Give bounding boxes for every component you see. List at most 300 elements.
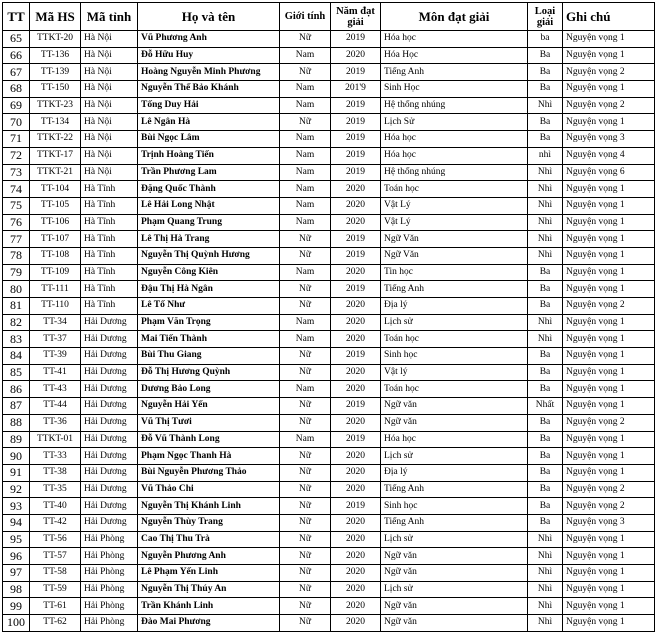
student-award-table (2, 2, 655, 632)
cell-tt: 88 (3, 414, 30, 431)
cell-ma-hs: TT-34 (30, 314, 81, 331)
cell-ma-hs: TT-38 (30, 464, 81, 481)
cell-gioi-tinh: Nữ (280, 448, 331, 465)
cell-mon-dat-giai: Hóa học (381, 147, 528, 164)
cell-nam-dat-giai: 2020 (331, 464, 381, 481)
cell-ho-ten: Đào Mai Phương (138, 615, 280, 632)
cell-ho-ten: Cao Thị Thu Trà (138, 531, 280, 548)
table-row (3, 565, 655, 582)
table-row (3, 231, 655, 248)
cell-tt: 67 (3, 64, 30, 81)
cell-gioi-tinh: Nữ (280, 498, 331, 515)
cell-nam-dat-giai: 2019 (331, 164, 381, 181)
cell-loai-giai: nhì (528, 147, 563, 164)
table-row (3, 481, 655, 498)
cell-ghi-chu: Nguyện vọng 1 (563, 598, 655, 615)
cell-loai-giai: Ba (528, 348, 563, 365)
table-row (3, 514, 655, 531)
cell-ghi-chu: Nguyện vọng 1 (563, 398, 655, 415)
cell-ma-tinh: Hải Dương (81, 314, 138, 331)
cell-ma-hs: TT-44 (30, 398, 81, 415)
cell-ghi-chu: Nguyện vọng 2 (563, 298, 655, 315)
cell-ma-tinh: Hải Dương (81, 364, 138, 381)
table-row (3, 615, 655, 632)
cell-gioi-tinh: Nữ (280, 481, 331, 498)
cell-loai-giai: Ba (528, 298, 563, 315)
header-ma-hs: Mã HS (30, 3, 81, 31)
cell-loai-giai: Nhì (528, 331, 563, 348)
cell-tt: 98 (3, 581, 30, 598)
cell-loai-giai: Ba (528, 464, 563, 481)
cell-loai-giai: Nhì (528, 214, 563, 231)
table-body (3, 31, 655, 632)
cell-mon-dat-giai: Ngữ văn (381, 598, 528, 615)
table-row (3, 114, 655, 131)
cell-ho-ten: Bùi Thu Giang (138, 348, 280, 365)
cell-mon-dat-giai: Tin học (381, 264, 528, 281)
cell-ho-ten: Nguyễn Thế Bảo Khánh (138, 81, 280, 98)
cell-ma-tinh: Hà Tĩnh (81, 181, 138, 198)
table-row (3, 31, 655, 48)
cell-mon-dat-giai: Lịch sử (381, 314, 528, 331)
cell-tt: 82 (3, 314, 30, 331)
cell-mon-dat-giai: Địa lý (381, 464, 528, 481)
cell-mon-dat-giai: Vật Lý (381, 214, 528, 231)
table-row (3, 64, 655, 81)
cell-tt: 97 (3, 565, 30, 582)
cell-gioi-tinh: Nữ (280, 364, 331, 381)
cell-gioi-tinh: Nam (280, 431, 331, 448)
cell-gioi-tinh: Nữ (280, 598, 331, 615)
cell-tt: 69 (3, 97, 30, 114)
cell-ho-ten: Phạm Quang Trung (138, 214, 280, 231)
cell-ma-hs: TT-109 (30, 264, 81, 281)
cell-tt: 72 (3, 147, 30, 164)
table-row (3, 331, 655, 348)
table-row (3, 581, 655, 598)
table-row (3, 381, 655, 398)
cell-nam-dat-giai: 2019 (331, 64, 381, 81)
cell-mon-dat-giai: Toán học (381, 331, 528, 348)
cell-ma-tinh: Hải Dương (81, 464, 138, 481)
cell-nam-dat-giai: 2019 (331, 431, 381, 448)
cell-ma-hs: TTKT-20 (30, 31, 81, 48)
cell-tt: 70 (3, 114, 30, 131)
cell-ma-hs: TT-111 (30, 281, 81, 298)
cell-ghi-chu: Nguyện vọng 1 (563, 431, 655, 448)
cell-gioi-tinh: Nữ (280, 247, 331, 264)
table-row (3, 431, 655, 448)
cell-gioi-tinh: Nam (280, 197, 331, 214)
cell-nam-dat-giai: 2020 (331, 514, 381, 531)
cell-ho-ten: Bùi Ngọc Lâm (138, 131, 280, 148)
cell-ma-tinh: Hải Dương (81, 481, 138, 498)
table-row (3, 81, 655, 98)
cell-ho-ten: Nguyễn Hải Yến (138, 398, 280, 415)
cell-loai-giai: Ba (528, 481, 563, 498)
cell-ma-tinh: Hải Phòng (81, 548, 138, 565)
cell-mon-dat-giai: Ngữ Văn (381, 247, 528, 264)
cell-ma-tinh: Hà Tĩnh (81, 197, 138, 214)
cell-gioi-tinh: Nữ (280, 615, 331, 632)
table-row (3, 131, 655, 148)
cell-ma-hs: TTKT-17 (30, 147, 81, 164)
cell-loai-giai: Nhì (528, 164, 563, 181)
table-row (3, 498, 655, 515)
cell-ghi-chu: Nguyện vọng 2 (563, 414, 655, 431)
cell-nam-dat-giai: 2020 (331, 331, 381, 348)
cell-nam-dat-giai: 2019 (331, 97, 381, 114)
table-row (3, 181, 655, 198)
cell-loai-giai: Nhì (528, 565, 563, 582)
header-loai-giai: Loại giải (528, 3, 563, 31)
cell-mon-dat-giai: Hệ thống nhúng (381, 164, 528, 181)
cell-ghi-chu: Nguyện vọng 3 (563, 514, 655, 531)
cell-tt: 79 (3, 264, 30, 281)
table-row (3, 97, 655, 114)
table-row (3, 531, 655, 548)
cell-ma-hs: TT-35 (30, 481, 81, 498)
cell-tt: 86 (3, 381, 30, 398)
cell-ma-hs: TT-110 (30, 298, 81, 315)
cell-tt: 99 (3, 598, 30, 615)
cell-tt: 80 (3, 281, 30, 298)
cell-mon-dat-giai: Hóa Học (381, 47, 528, 64)
cell-ma-tinh: Hải Phòng (81, 531, 138, 548)
cell-gioi-tinh: Nữ (280, 298, 331, 315)
cell-ghi-chu: Nguyện vọng 3 (563, 131, 655, 148)
cell-ma-hs: TT-108 (30, 247, 81, 264)
cell-ho-ten: Tống Duy Hải (138, 97, 280, 114)
cell-mon-dat-giai: Ngữ văn (381, 615, 528, 632)
table-row (3, 398, 655, 415)
cell-mon-dat-giai: Toán học (381, 181, 528, 198)
cell-gioi-tinh: Nữ (280, 581, 331, 598)
cell-ma-tinh: Hải Phòng (81, 581, 138, 598)
cell-ghi-chu: Nguyện vọng 1 (563, 581, 655, 598)
cell-tt: 84 (3, 348, 30, 365)
cell-gioi-tinh: Nữ (280, 64, 331, 81)
table-row (3, 298, 655, 315)
cell-nam-dat-giai: 2020 (331, 264, 381, 281)
cell-ghi-chu: Nguyện vọng 1 (563, 615, 655, 632)
cell-nam-dat-giai: 2019 (331, 31, 381, 48)
cell-nam-dat-giai: 2020 (331, 531, 381, 548)
header-ho-ten: Họ và tên (138, 3, 280, 31)
cell-loai-giai: Nhì (528, 197, 563, 214)
cell-ho-ten: Nguyễn Thị Khánh Linh (138, 498, 280, 515)
cell-tt: 93 (3, 498, 30, 515)
cell-ho-ten: Vũ Phương Anh (138, 31, 280, 48)
cell-loai-giai: Ba (528, 47, 563, 64)
cell-loai-giai: Ba (528, 381, 563, 398)
header-mon-dat-giai: Môn đạt giải (381, 3, 528, 31)
cell-ho-ten: Nguyễn Thùy Trang (138, 514, 280, 531)
cell-nam-dat-giai: 2020 (331, 448, 381, 465)
cell-ma-tinh: Hà Nội (81, 164, 138, 181)
cell-ghi-chu: Nguyện vọng 1 (563, 548, 655, 565)
cell-ghi-chu: Nguyện vọng 6 (563, 164, 655, 181)
cell-ghi-chu: Nguyện vọng 1 (563, 214, 655, 231)
cell-mon-dat-giai: Tiếng Anh (381, 514, 528, 531)
table-row (3, 364, 655, 381)
cell-loai-giai: Nhất (528, 398, 563, 415)
cell-tt: 68 (3, 81, 30, 98)
cell-ho-ten: Lê Thị Hà Trang (138, 231, 280, 248)
cell-tt: 94 (3, 514, 30, 531)
cell-mon-dat-giai: Toán học (381, 381, 528, 398)
cell-ma-tinh: Hà Tĩnh (81, 264, 138, 281)
cell-loai-giai: Nhì (528, 531, 563, 548)
cell-tt: 87 (3, 398, 30, 415)
cell-mon-dat-giai: Vật Lý (381, 197, 528, 214)
cell-ma-hs: TT-43 (30, 381, 81, 398)
cell-ma-hs: TT-57 (30, 548, 81, 565)
cell-ghi-chu: Nguyện vọng 1 (563, 114, 655, 131)
cell-tt: 65 (3, 31, 30, 48)
cell-loai-giai: Nhì (528, 97, 563, 114)
cell-ghi-chu: Nguyện vọng 1 (563, 247, 655, 264)
cell-nam-dat-giai: 2020 (331, 197, 381, 214)
table-row (3, 448, 655, 465)
cell-tt: 74 (3, 181, 30, 198)
cell-loai-giai: Nhì (528, 314, 563, 331)
cell-nam-dat-giai: 2020 (331, 615, 381, 632)
cell-ma-hs: TT-58 (30, 565, 81, 582)
cell-nam-dat-giai: 2019 (331, 398, 381, 415)
cell-nam-dat-giai: 2019 (331, 498, 381, 515)
cell-tt: 85 (3, 364, 30, 381)
cell-ma-hs: TT-59 (30, 581, 81, 598)
cell-ho-ten: Mai Tiến Thành (138, 331, 280, 348)
header-gioi-tinh: Giới tính (280, 3, 331, 31)
cell-gioi-tinh: Nữ (280, 548, 331, 565)
table-row (3, 214, 655, 231)
cell-tt: 73 (3, 164, 30, 181)
cell-mon-dat-giai: Ngữ Văn (381, 231, 528, 248)
cell-ma-tinh: Hải Dương (81, 398, 138, 415)
cell-gioi-tinh: Nữ (280, 414, 331, 431)
table-row (3, 414, 655, 431)
cell-tt: 83 (3, 331, 30, 348)
cell-tt: 76 (3, 214, 30, 231)
cell-ho-ten: Bùi Nguyễn Phương Thảo (138, 464, 280, 481)
cell-ghi-chu: Nguyện vọng 1 (563, 231, 655, 248)
cell-loai-giai: Nhì (528, 615, 563, 632)
cell-tt: 91 (3, 464, 30, 481)
cell-tt: 95 (3, 531, 30, 548)
cell-tt: 75 (3, 197, 30, 214)
cell-gioi-tinh: Nam (280, 331, 331, 348)
cell-tt: 71 (3, 131, 30, 148)
cell-tt: 100 (3, 615, 30, 632)
table-row (3, 314, 655, 331)
cell-ma-hs: TTKT-01 (30, 431, 81, 448)
cell-ma-hs: TT-150 (30, 81, 81, 98)
cell-nam-dat-giai: 2020 (331, 414, 381, 431)
cell-ghi-chu: Nguyện vọng 1 (563, 47, 655, 64)
cell-ma-hs: TT-41 (30, 364, 81, 381)
cell-ho-ten: Vũ Thảo Chi (138, 481, 280, 498)
cell-ma-hs: TT-39 (30, 348, 81, 365)
cell-nam-dat-giai: 2019 (331, 114, 381, 131)
cell-ho-ten: Đỗ Vũ Thành Long (138, 431, 280, 448)
cell-nam-dat-giai: 2019 (331, 348, 381, 365)
cell-loai-giai: Ba (528, 264, 563, 281)
table-row (3, 598, 655, 615)
cell-ma-tinh: Hà Tĩnh (81, 231, 138, 248)
cell-nam-dat-giai: 2019 (331, 281, 381, 298)
cell-mon-dat-giai: Hóa học (381, 431, 528, 448)
cell-tt: 81 (3, 298, 30, 315)
cell-ma-tinh: Hải Dương (81, 348, 138, 365)
cell-ma-hs: TT-36 (30, 414, 81, 431)
cell-ma-tinh: Hà Tĩnh (81, 214, 138, 231)
cell-loai-giai: Ba (528, 364, 563, 381)
cell-mon-dat-giai: Sinh Học (381, 81, 528, 98)
cell-ma-hs: TT-37 (30, 331, 81, 348)
cell-ghi-chu: Nguyện vọng 2 (563, 64, 655, 81)
table-header-row (3, 3, 655, 31)
cell-ho-ten: Đặng Quốc Thành (138, 181, 280, 198)
cell-ho-ten: Lê Phạm Yến Linh (138, 565, 280, 582)
cell-ma-hs: TT-56 (30, 531, 81, 548)
cell-ma-hs: TT-139 (30, 64, 81, 81)
cell-gioi-tinh: Nam (280, 164, 331, 181)
cell-nam-dat-giai: 2020 (331, 364, 381, 381)
cell-mon-dat-giai: Hệ thống nhúng (381, 97, 528, 114)
cell-mon-dat-giai: Tiếng Anh (381, 64, 528, 81)
cell-ghi-chu: Nguyện vọng 1 (563, 81, 655, 98)
cell-ho-ten: Trần Khánh Linh (138, 598, 280, 615)
cell-loai-giai: Ba (528, 498, 563, 515)
cell-mon-dat-giai: Lịch sử (381, 448, 528, 465)
header-ma-tinh: Mã tỉnh (81, 3, 138, 31)
cell-ma-hs: TTKT-22 (30, 131, 81, 148)
cell-tt: 92 (3, 481, 30, 498)
cell-ho-ten: Trịnh Hoàng Tiến (138, 147, 280, 164)
cell-gioi-tinh: Nữ (280, 464, 331, 481)
cell-ho-ten: Vũ Thị Tươi (138, 414, 280, 431)
cell-loai-giai: Ba (528, 514, 563, 531)
cell-ho-ten: Nguyễn Thị Quỳnh Hương (138, 247, 280, 264)
cell-gioi-tinh: Nữ (280, 398, 331, 415)
cell-ma-tinh: Hà Nội (81, 97, 138, 114)
cell-ho-ten: Nguyễn Công Kiên (138, 264, 280, 281)
cell-ghi-chu: Nguyện vọng 1 (563, 364, 655, 381)
cell-gioi-tinh: Nam (280, 214, 331, 231)
cell-nam-dat-giai: 2020 (331, 481, 381, 498)
cell-gioi-tinh: Nữ (280, 281, 331, 298)
cell-loai-giai: Ba (528, 281, 563, 298)
cell-ho-ten: Lê Hải Long Nhật (138, 197, 280, 214)
header-tt: TT (3, 3, 30, 31)
table-row (3, 348, 655, 365)
table-row (3, 164, 655, 181)
cell-loai-giai: Ba (528, 114, 563, 131)
cell-mon-dat-giai: Lịch sử (381, 531, 528, 548)
cell-ma-tinh: Hải Dương (81, 331, 138, 348)
cell-ma-hs: TT-134 (30, 114, 81, 131)
cell-mon-dat-giai: Ngữ văn (381, 565, 528, 582)
cell-nam-dat-giai: 2020 (331, 214, 381, 231)
cell-ghi-chu: Nguyện vọng 1 (563, 448, 655, 465)
cell-nam-dat-giai: 2019 (331, 131, 381, 148)
cell-ho-ten: Phạm Ngọc Thanh Hà (138, 448, 280, 465)
cell-gioi-tinh: Nam (280, 181, 331, 198)
cell-ghi-chu: Nguyện vọng 1 (563, 197, 655, 214)
cell-gioi-tinh: Nữ (280, 31, 331, 48)
table-row (3, 464, 655, 481)
cell-mon-dat-giai: Lịch Sử (381, 114, 528, 131)
cell-gioi-tinh: Nữ (280, 565, 331, 582)
cell-gioi-tinh: Nam (280, 97, 331, 114)
cell-ghi-chu: Nguyện vọng 1 (563, 281, 655, 298)
cell-ma-tinh: Hà Nội (81, 114, 138, 131)
cell-ma-hs: TT-105 (30, 197, 81, 214)
cell-gioi-tinh: Nam (280, 81, 331, 98)
cell-nam-dat-giai: 2020 (331, 565, 381, 582)
cell-ho-ten: Lê Ngân Hà (138, 114, 280, 131)
cell-nam-dat-giai: 2020 (331, 381, 381, 398)
cell-mon-dat-giai: Lịch sử (381, 581, 528, 598)
cell-gioi-tinh: Nữ (280, 114, 331, 131)
cell-loai-giai: Ba (528, 64, 563, 81)
cell-ghi-chu: Nguyện vọng 1 (563, 381, 655, 398)
cell-ho-ten: Lê Tố Như (138, 298, 280, 315)
cell-tt: 77 (3, 231, 30, 248)
cell-gioi-tinh: Nam (280, 47, 331, 64)
cell-mon-dat-giai: Vật lý (381, 364, 528, 381)
cell-mon-dat-giai: Ngữ văn (381, 398, 528, 415)
cell-ma-tinh: Hà Nội (81, 47, 138, 64)
cell-mon-dat-giai: Tiếng Anh (381, 481, 528, 498)
cell-gioi-tinh: Nam (280, 264, 331, 281)
cell-ho-ten: Đậu Thị Hà Ngân (138, 281, 280, 298)
cell-ho-ten: Đỗ Thị Hương Quỳnh (138, 364, 280, 381)
cell-mon-dat-giai: Sinh học (381, 348, 528, 365)
cell-loai-giai: Nhì (528, 548, 563, 565)
cell-tt: 90 (3, 448, 30, 465)
cell-tt: 89 (3, 431, 30, 448)
cell-nam-dat-giai: 2020 (331, 298, 381, 315)
cell-ma-tinh: Hải Dương (81, 514, 138, 531)
cell-nam-dat-giai: 2020 (331, 548, 381, 565)
cell-loai-giai: Ba (528, 431, 563, 448)
cell-nam-dat-giai: 2020 (331, 598, 381, 615)
cell-mon-dat-giai: Hóa học (381, 131, 528, 148)
cell-nam-dat-giai: 2020 (331, 181, 381, 198)
cell-ghi-chu: Nguyện vọng 1 (563, 31, 655, 48)
cell-loai-giai: Nhì (528, 231, 563, 248)
cell-mon-dat-giai: Ngữ văn (381, 414, 528, 431)
cell-tt: 96 (3, 548, 30, 565)
cell-nam-dat-giai: 201'9 (331, 81, 381, 98)
table-row (3, 197, 655, 214)
cell-ma-hs: TT-104 (30, 181, 81, 198)
cell-ma-hs: TT-40 (30, 498, 81, 515)
cell-ghi-chu: Nguyện vọng 1 (563, 314, 655, 331)
table-row (3, 264, 655, 281)
cell-loai-giai: ba (528, 31, 563, 48)
cell-ghi-chu: Nguyện vọng 1 (563, 348, 655, 365)
table-row (3, 147, 655, 164)
cell-ghi-chu: Nguyện vọng 1 (563, 464, 655, 481)
cell-gioi-tinh: Nam (280, 147, 331, 164)
cell-nam-dat-giai: 2019 (331, 231, 381, 248)
cell-ho-ten: Nguyễn Phương Anh (138, 548, 280, 565)
cell-ma-tinh: Hà Tĩnh (81, 247, 138, 264)
